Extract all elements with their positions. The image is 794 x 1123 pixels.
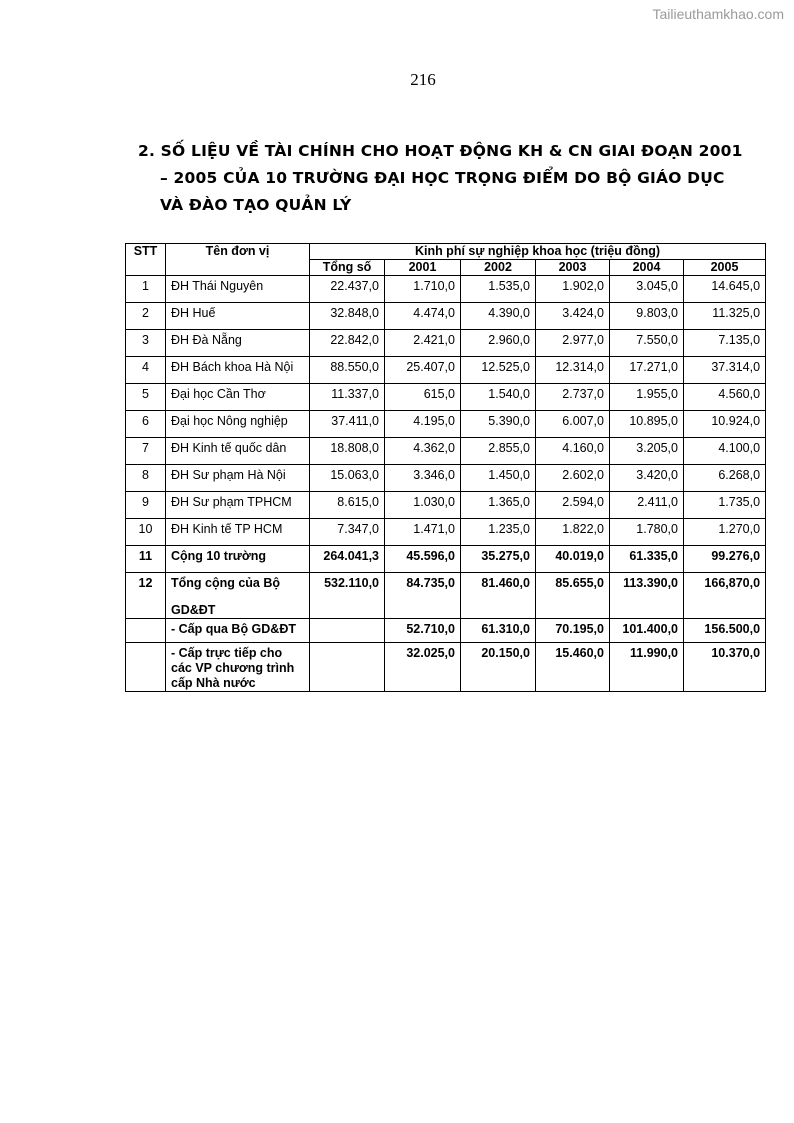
header-2001: 2001 [385, 260, 461, 276]
value-cell: 70.195,0 [536, 619, 610, 643]
unit-name-cell: ĐH Sư phạm Hà Nội [166, 465, 310, 492]
stt-cell: 8 [126, 465, 166, 492]
value-cell: 1.270,0 [684, 519, 766, 546]
value-cell: 3.424,0 [536, 303, 610, 330]
value-cell: 1.030,0 [385, 492, 461, 519]
value-cell: 45.596,0 [385, 546, 461, 573]
value-cell: 113.390,0 [610, 573, 684, 619]
value-cell: 7.550,0 [610, 330, 684, 357]
value-cell: 25.407,0 [385, 357, 461, 384]
value-cell: 3.205,0 [610, 438, 684, 465]
unit-name-line-1: Tổng cộng của Bộ [171, 576, 281, 590]
value-cell: 4.560,0 [684, 384, 766, 411]
value-cell [310, 619, 385, 643]
value-cell: 35.275,0 [461, 546, 536, 573]
value-cell: 2.602,0 [536, 465, 610, 492]
stt-cell: 1 [126, 276, 166, 303]
header-2002: 2002 [461, 260, 536, 276]
value-cell: 12.525,0 [461, 357, 536, 384]
value-cell: 101.400,0 [610, 619, 684, 643]
value-cell: 37.411,0 [310, 411, 385, 438]
value-cell: 1.471,0 [385, 519, 461, 546]
value-cell: 2.594,0 [536, 492, 610, 519]
unit-name-cell: - Cấp qua Bộ GD&ĐT [166, 619, 310, 643]
value-cell: 2.977,0 [536, 330, 610, 357]
stt-cell: 7 [126, 438, 166, 465]
value-cell: 40.019,0 [536, 546, 610, 573]
value-cell: 4.195,0 [385, 411, 461, 438]
value-cell: 1.540,0 [461, 384, 536, 411]
value-cell: 2.737,0 [536, 384, 610, 411]
value-cell: 156.500,0 [684, 619, 766, 643]
section-heading [138, 138, 743, 219]
watermark: Tailieuthamkhao.com [652, 6, 784, 22]
stt-cell: 5 [126, 384, 166, 411]
value-cell: 6.268,0 [684, 465, 766, 492]
value-cell: 61.335,0 [610, 546, 684, 573]
unit-name-line-3: cấp Nhà nước [171, 676, 256, 690]
value-cell: 1.822,0 [536, 519, 610, 546]
value-cell: 3.420,0 [610, 465, 684, 492]
stt-cell: 4 [126, 357, 166, 384]
via-ministry-row [126, 619, 766, 643]
value-cell: 10.370,0 [684, 643, 766, 692]
unit-name-cell: ĐH Bách khoa Hà Nội [166, 357, 310, 384]
header-unit-name: Tên đơn vị [166, 244, 310, 276]
value-cell: 81.460,0 [461, 573, 536, 619]
unit-name-cell: ĐH Đà Nẵng [166, 330, 310, 357]
unit-name-cell: ĐH Kinh tế quốc dân [166, 438, 310, 465]
value-cell [310, 643, 385, 692]
value-cell: 11.325,0 [684, 303, 766, 330]
unit-name-cell: ĐH Sư phạm TPHCM [166, 492, 310, 519]
unit-name-cell [166, 643, 310, 692]
value-cell: 7.347,0 [310, 519, 385, 546]
value-cell: 166,870,0 [684, 573, 766, 619]
stt-cell [126, 619, 166, 643]
total-ministry-row [126, 573, 766, 619]
total-10-row [126, 546, 766, 573]
value-cell: 264.041,3 [310, 546, 385, 573]
unit-name-cell: ĐH Thái Nguyên [166, 276, 310, 303]
value-cell: 32.848,0 [310, 303, 385, 330]
table-row [126, 384, 766, 411]
value-cell: 7.135,0 [684, 330, 766, 357]
value-cell: 22.437,0 [310, 276, 385, 303]
unit-name-cell [166, 573, 310, 619]
heading-line-1: 2. SỐ LIỆU VỀ TÀI CHÍNH CHO HOẠT ĐỘNG KH & CN GIAI ĐOẠN 2001 [138, 142, 743, 160]
heading-line-2: – 2005 CỦA 10 TRƯỜNG ĐẠI HỌC TRỌNG ĐIỂM DO BỘ GIÁO DỤC [160, 169, 725, 187]
value-cell: 6.007,0 [536, 411, 610, 438]
value-cell: 3.045,0 [610, 276, 684, 303]
value-cell: 1.365,0 [461, 492, 536, 519]
value-cell: 5.390,0 [461, 411, 536, 438]
value-cell: 84.735,0 [385, 573, 461, 619]
direct-funding-row [126, 643, 766, 692]
stt-cell: 11 [126, 546, 166, 573]
stt-cell: 9 [126, 492, 166, 519]
unit-name-cell: Đại học Nông nghiệp [166, 411, 310, 438]
value-cell: 2.855,0 [461, 438, 536, 465]
funding-table [125, 243, 766, 692]
header-2003: 2003 [536, 260, 610, 276]
header-total: Tổng số [310, 260, 385, 276]
stt-cell: 6 [126, 411, 166, 438]
table-row [126, 303, 766, 330]
stt-cell: 3 [126, 330, 166, 357]
header-funding-group: Kinh phí sự nghiệp khoa học (triệu đồng) [310, 244, 766, 260]
value-cell: 37.314,0 [684, 357, 766, 384]
value-cell: 12.314,0 [536, 357, 610, 384]
value-cell: 1.450,0 [461, 465, 536, 492]
table-row [126, 411, 766, 438]
value-cell: 4.160,0 [536, 438, 610, 465]
value-cell: 15.063,0 [310, 465, 385, 492]
value-cell: 1.735,0 [684, 492, 766, 519]
value-cell: 88.550,0 [310, 357, 385, 384]
value-cell: 32.025,0 [385, 643, 461, 692]
heading-line-3: VÀ ĐÀO TẠO QUẢN LÝ [160, 196, 352, 214]
value-cell: 1.955,0 [610, 384, 684, 411]
value-cell: 2.411,0 [610, 492, 684, 519]
value-cell: 1.235,0 [461, 519, 536, 546]
page-number: 216 [410, 70, 436, 89]
table-row [126, 438, 766, 465]
value-cell: 11.990,0 [610, 643, 684, 692]
value-cell: 1.780,0 [610, 519, 684, 546]
value-cell: 61.310,0 [461, 619, 536, 643]
header-2004: 2004 [610, 260, 684, 276]
unit-name-line-2: các VP chương trình [171, 661, 295, 675]
value-cell: 1.535,0 [461, 276, 536, 303]
value-cell: 532.110,0 [310, 573, 385, 619]
value-cell: 8.615,0 [310, 492, 385, 519]
stt-cell: 12 [126, 573, 166, 619]
value-cell: 9.803,0 [610, 303, 684, 330]
value-cell: 22.842,0 [310, 330, 385, 357]
value-cell: 1.710,0 [385, 276, 461, 303]
unit-name-line-2: GD&ĐT [171, 603, 216, 617]
unit-name-cell: Đại học Cần Thơ [166, 384, 310, 411]
value-cell: 2.421,0 [385, 330, 461, 357]
value-cell: 4.100,0 [684, 438, 766, 465]
header-row-1 [126, 244, 766, 260]
value-cell: 99.276,0 [684, 546, 766, 573]
value-cell: 52.710,0 [385, 619, 461, 643]
value-cell: 14.645,0 [684, 276, 766, 303]
value-cell: 11.337,0 [310, 384, 385, 411]
header-stt: STT [126, 244, 166, 276]
value-cell: 20.150,0 [461, 643, 536, 692]
unit-name-cell: ĐH Kinh tế TP HCM [166, 519, 310, 546]
unit-name-cell: ĐH Huế [166, 303, 310, 330]
stt-cell [126, 643, 166, 692]
table-row [126, 357, 766, 384]
value-cell: 4.474,0 [385, 303, 461, 330]
value-cell: 15.460,0 [536, 643, 610, 692]
table-row [126, 465, 766, 492]
value-cell: 615,0 [385, 384, 461, 411]
value-cell: 18.808,0 [310, 438, 385, 465]
value-cell: 85.655,0 [536, 573, 610, 619]
unit-name-cell: Cộng 10 trường [166, 546, 310, 573]
value-cell: 10.895,0 [610, 411, 684, 438]
value-cell: 10.924,0 [684, 411, 766, 438]
value-cell: 17.271,0 [610, 357, 684, 384]
value-cell: 4.362,0 [385, 438, 461, 465]
header-2005: 2005 [684, 260, 766, 276]
stt-cell: 10 [126, 519, 166, 546]
table-row [126, 519, 766, 546]
value-cell: 4.390,0 [461, 303, 536, 330]
stt-cell: 2 [126, 303, 166, 330]
value-cell: 2.960,0 [461, 330, 536, 357]
value-cell: 3.346,0 [385, 465, 461, 492]
unit-name-line-1: - Cấp trực tiếp cho [171, 646, 283, 660]
table-row [126, 492, 766, 519]
value-cell: 1.902,0 [536, 276, 610, 303]
table-row [126, 276, 766, 303]
table-row [126, 330, 766, 357]
